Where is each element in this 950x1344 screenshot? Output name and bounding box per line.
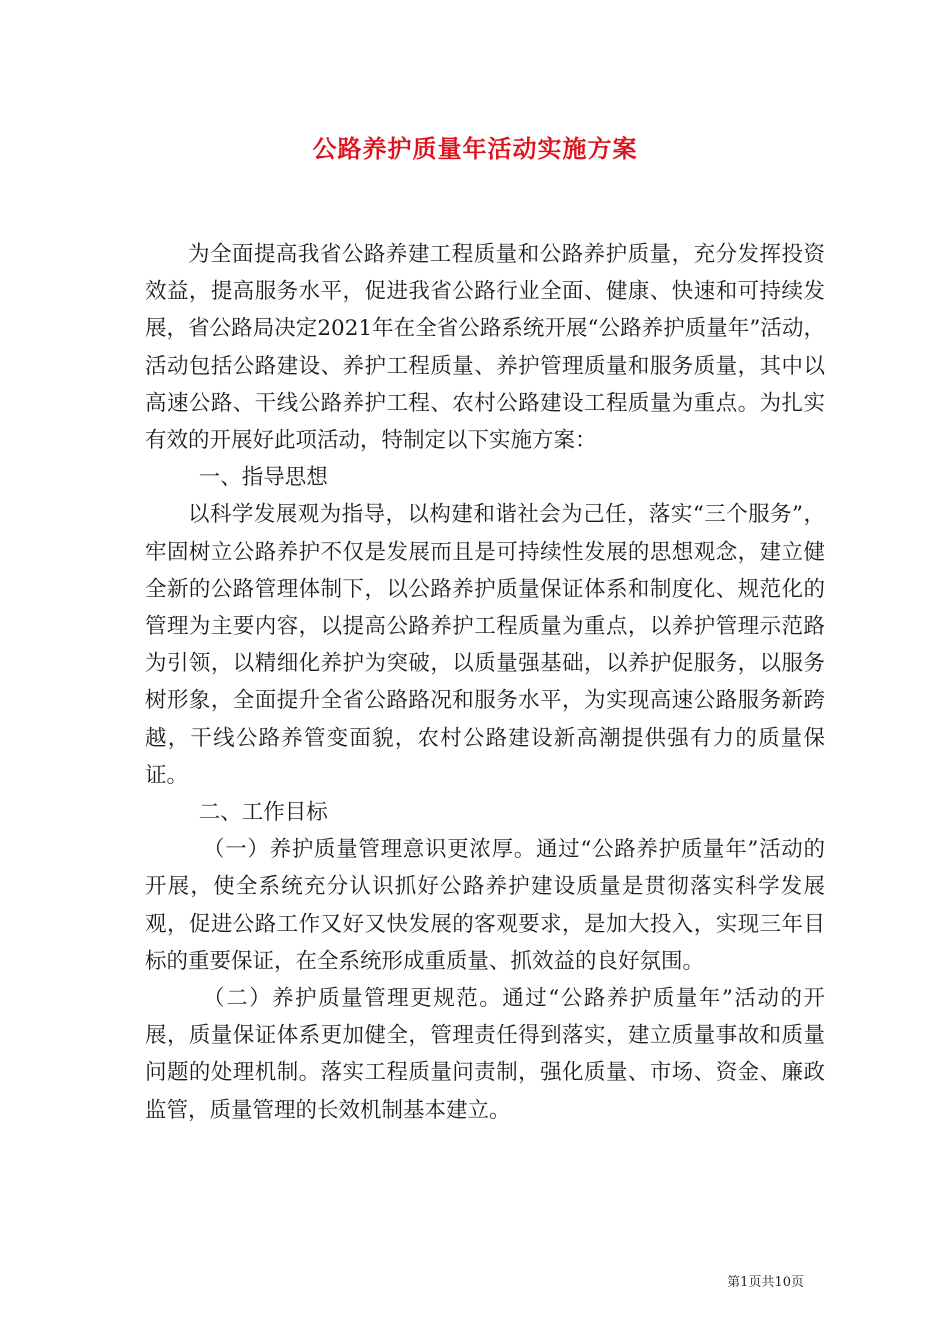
document-title: 公路养护质量年活动实施方案: [312, 134, 638, 163]
document-body: [145, 236, 825, 1129]
goal-paragraph-1: （一）养护质量管理意识更浓厚。通过“公路养护质量年”活动的开展，使全系统充分认识抓好公路养护建设质量是贯彻落实科学发展观，促进公路工作又好又快发展的客观要求，是加大投入，实现三年目标的重要保证，在全系统形成重质量、抓效益的良好氛围。: [145, 837, 825, 974]
section-heading-work-goals: 二、工作目标: [198, 800, 328, 826]
guiding-ideology-paragraph: 以科学发展观为指导，以构建和谐社会为己任，落实“三个服务”，牢固树立公路养护不仅是发展而且是可持续性发展的思想观念，建立健全新的公路管理体制下，以公路养护质量保证体系和制度化、规范化的管理为主要内容，以提高公路养护工程质量为重点，以养护管理示范路为引领，以精细化养护为突破，以质量强基础，以养护促服务，以服务树形象，全面提升全省公路路况和服务水平，为实现高速公路服务新跨越，干线公路养管变面貌，农村公路建设新高潮提供强有力的质量保证。: [145, 502, 825, 788]
page-number-footer: 第1页共10页: [727, 1275, 804, 1290]
goal-paragraph-2: （二）养护质量管理更规范。通过“公路养护质量年”活动的开展，质量保证体系更加健全，管理责任得到落实，建立质量事故和质量问题的处理机制。落实工程质量问责制，强化质量、市场、资金、廉政监管，质量管理的长效机制基本建立。: [145, 986, 825, 1123]
section-heading-guiding-ideology: 一、指导思想: [198, 465, 328, 491]
intro-paragraph: 为全面提高我省公路养建工程质量和公路养护质量，充分发挥投资效益，提高服务水平，促进我省公路行业全面、健康、快速和可持续发展，省公路局决定2021年在全省公路系统开展“公路养护质量年”活动，活动包括公路建设、养护工程质量、养护管理质量和服务质量，其中以高速公路、干线公路养护工程、农村公路建设工程质量为重点。为扎实有效的开展好此项活动，特制定以下实施方案：: [145, 242, 825, 454]
